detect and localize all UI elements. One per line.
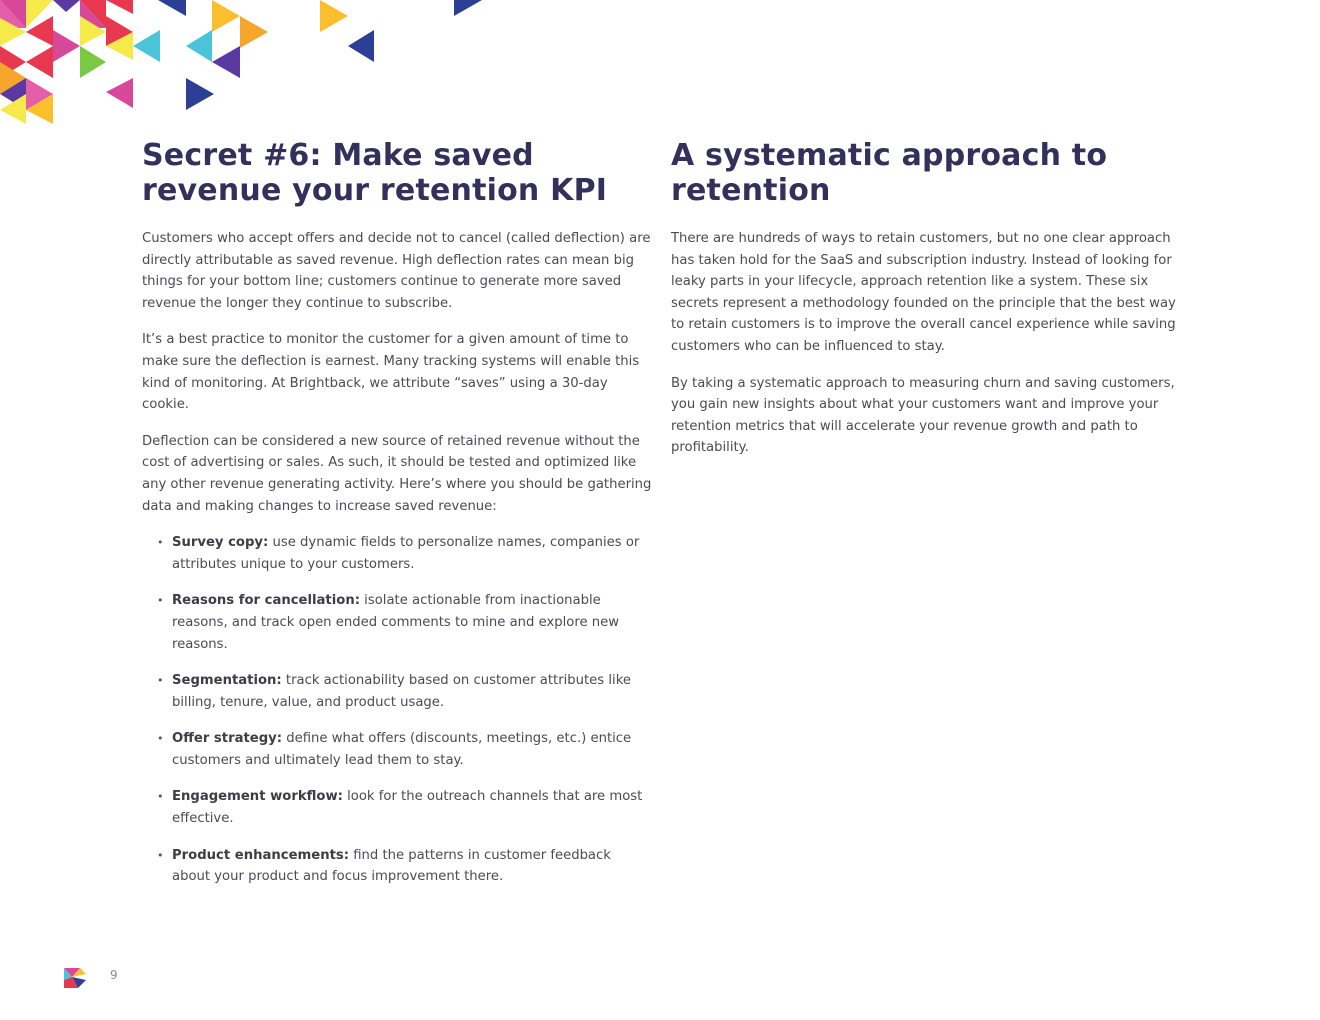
- triangle: [454, 0, 482, 16]
- triangle: [53, 30, 80, 62]
- list-item: [157, 786, 652, 829]
- list-item-text: define what offers (discounts, meetings, etc.) entice customers and ultimately lead them to stay.: [172, 731, 632, 768]
- list-item-text: track actionability based on customer attributes like billing, tenure, value, and product usage.: [172, 673, 631, 710]
- list-item: [157, 590, 652, 655]
- brightback-logo-icon: [62, 964, 88, 990]
- list-item: [157, 845, 652, 888]
- right-heading: A systematic approach to retention: [671, 138, 1108, 208]
- triangle: [80, 46, 106, 78]
- triangle: [320, 0, 348, 32]
- bullet-icon: •: [157, 674, 164, 688]
- list-item-text: isolate actionable from inactionable reasons, and track open ended comments to mine and explore new reasons.: [172, 593, 620, 652]
- bullet-icon: •: [157, 594, 164, 608]
- list-item-term: Reasons for cancellation:: [172, 593, 360, 609]
- list-item: [157, 532, 652, 575]
- left-heading: Secret #6: Make saved revenue your retention KPI: [142, 138, 608, 208]
- triangle: [26, 46, 53, 78]
- triangle: [106, 0, 133, 14]
- triangle: [240, 16, 268, 48]
- left-paragraph-1: Customers who accept offers and decide not to cancel (called deflection) are directly attributable as saved revenue. High deflection rates can mean big things for your bottom line; customers continue to generate more saved revenue the longer they continue to subscribe.: [142, 231, 651, 311]
- page-number: 9: [110, 968, 118, 982]
- left-paragraph-2: It’s a best practice to monitor the customer for a given amount of time to make sure the deflection is earnest. Many tracking systems will enable this kind of monitoring. At Brightback, we attribute “saves” using a 30-day cookie.: [142, 332, 640, 413]
- left-paragraph-3: Deflection can be considered a new source of retained revenue without the cost of advertising or sales. As such, it should be tested and optimized like any other revenue generating activity. Here’s where you should be gathering data and making changes to increase saved revenue:: [142, 433, 652, 514]
- list-item: [157, 728, 652, 771]
- triangle: [106, 78, 133, 108]
- list-item-term: Engagement workflow:: [172, 789, 343, 805]
- right-paragraph-1: There are hundreds of ways to retain customers, but no one clear approach has taken hold for the SaaS and subscription industry. Instead of looking for leaky parts in your lifecycle, approach retention like a system. These six secrets represent a methodology founded on the principle that the best way to retain customers is to improve the overall cancel experience while saving customers who can be influenced to stay.: [671, 231, 1176, 354]
- list-item-text: look for the outreach channels that are most effective.: [172, 789, 643, 827]
- bullet-icon: •: [157, 790, 164, 804]
- triangle: [348, 30, 374, 62]
- triangle: [133, 30, 160, 62]
- bullet-icon: •: [157, 848, 164, 862]
- left-column: [142, 138, 652, 903]
- list-item-term: Survey copy:: [172, 535, 269, 551]
- triangle: [186, 78, 214, 110]
- triangle: [212, 0, 240, 32]
- list-item: [157, 670, 652, 713]
- right-column: [671, 138, 1176, 474]
- list-item-text: use dynamic fields to personalize names, companies or attributes unique to your customers.: [172, 535, 640, 572]
- list-item-term: Segmentation:: [172, 673, 282, 689]
- list-item-text: find the patterns in customer feedback about your product and focus improvement there.: [172, 847, 611, 885]
- saved-revenue-list: [142, 532, 652, 888]
- right-paragraph-2: By taking a systematic approach to measuring churn and saving customers, you gain new insights about what your customers want and improve your retention metrics that will accelerate your revenue growth and path to profitability.: [671, 375, 1175, 456]
- triangle: [53, 0, 80, 12]
- triangle: [158, 0, 186, 16]
- triangle: [212, 46, 240, 78]
- list-item-term: Product enhancements:: [172, 847, 350, 863]
- decorative-triangle-pattern: [0, 0, 500, 130]
- list-item-term: Offer strategy:: [172, 731, 283, 747]
- bullet-icon: •: [157, 536, 164, 550]
- bullet-icon: •: [157, 732, 164, 746]
- triangle: [186, 30, 212, 62]
